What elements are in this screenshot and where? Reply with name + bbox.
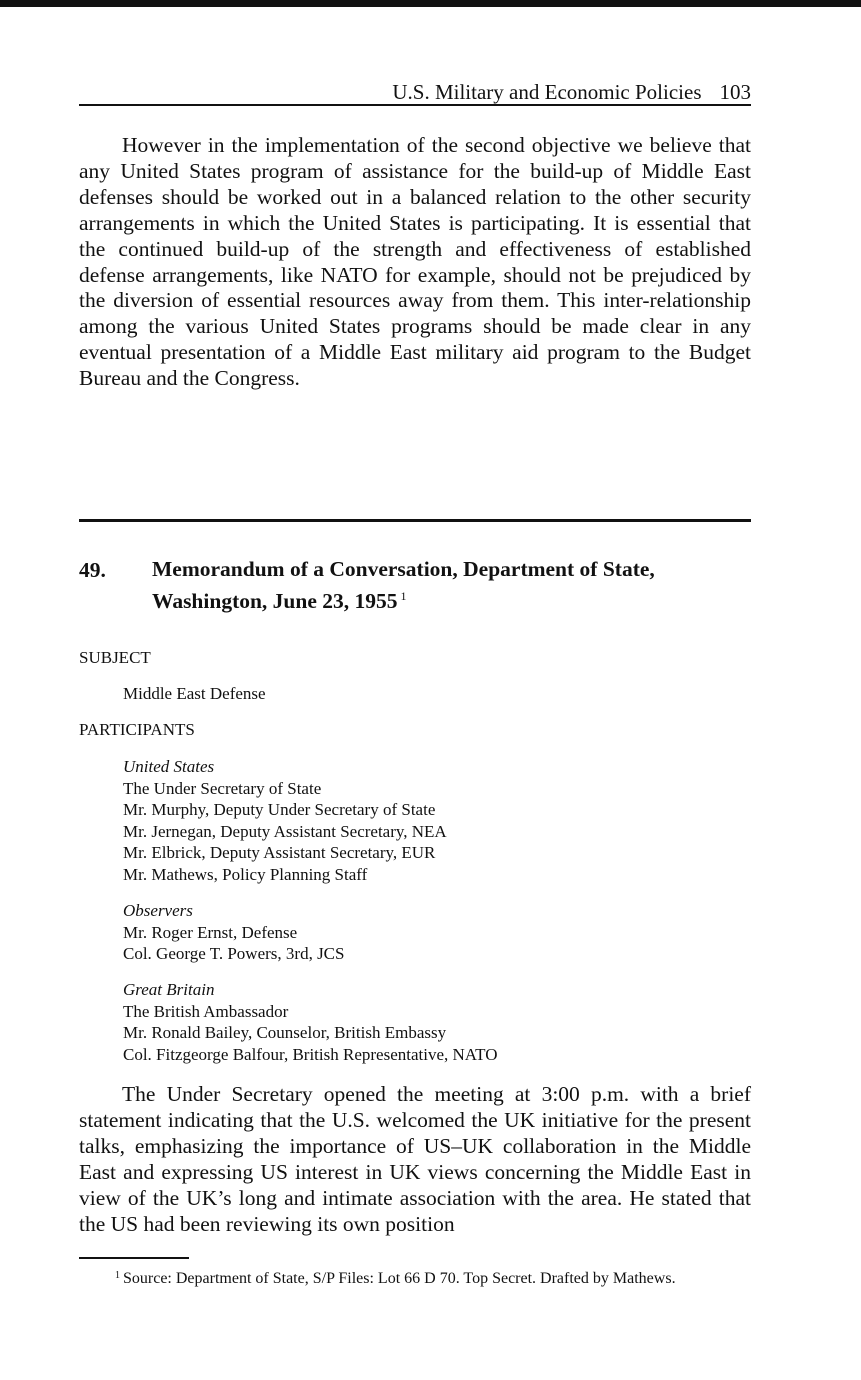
participant: Col. George T. Powers, 3rd, JCS (123, 944, 345, 963)
participant: Mr. Jernegan, Deputy Assistant Secretary, NEA (123, 821, 447, 841)
subject-value: Middle East Defense (123, 684, 266, 703)
page-top-border (0, 0, 861, 7)
participant: Mr. Ronald Bailey, Counselor, British Embassy (123, 1023, 447, 1042)
footnote (79, 1266, 751, 1288)
footnote-reference: 1 (400, 589, 407, 603)
section-divider (79, 519, 751, 522)
participant: Mr. Elbrick, Deputy Assistant Secretary, EUR (123, 843, 436, 862)
participant: Mr. Roger Ernst, Defense (123, 922, 298, 942)
group-name: Great Britain (123, 980, 215, 999)
running-title: U.S. Military and Economic Policies (392, 80, 702, 104)
subject-label: SUBJECT (79, 648, 151, 667)
participant: Mr. Mathews, Policy Planning Staff (123, 864, 368, 884)
participant: The British Ambassador (123, 1001, 289, 1021)
document-title-line-2: Washington, June 23, 1955 (152, 589, 398, 613)
participant: Col. Fitzgeorge Balfour, British Representative, NATO (123, 1044, 498, 1064)
page-number: 103 (719, 80, 751, 104)
footnote-marker: 1 (115, 1270, 120, 1281)
running-header (79, 78, 751, 106)
group-name: Observers (123, 901, 193, 920)
footnote-rule (79, 1257, 189, 1259)
participant-group-united-states (123, 756, 447, 885)
document-number: 49. (79, 558, 106, 582)
participants-label: PARTICIPANTS (79, 720, 195, 739)
document-title (152, 556, 752, 615)
participant: The Under Secretary of State (123, 778, 322, 798)
footnote-text: Source: Department of State, S/P Files: Lot 66 D 70. Top Secret. Drafted by Mathews. (123, 1270, 676, 1287)
intro-paragraph: However in the implementation of the second objective we believe that any United States program of assistance for the build-up of Middle East defenses should be worked out in a balanced relation to the other security arrangements in which the United States is participating. It is essential that the continued build-up of the strength and effectiveness of established defense arrangements, like NATO for example, should not be prejudiced by the diversion of essential resources away from them. This inter-relationship among the various United States programs should be made clear in any eventual presentation of a Middle East military aid program to the Budget Bureau and the Congress. (79, 133, 751, 391)
participant-group-great-britain (123, 979, 498, 1065)
document-title-line-1: Memorandum of a Conversation, Department of State, (152, 557, 655, 581)
group-name: United States (123, 757, 215, 776)
participant: Mr. Murphy, Deputy Under Secretary of State (123, 800, 436, 819)
body-paragraph: The Under Secretary opened the meeting at 3:00 p.m. with a brief statement indicating that the U.S. welcomed the UK initiative for the present talks, emphasizing the importance of US–UK collaboration in the Middle East and expressing US interest in UK views concerning the Middle East in view of the UK’s long and intimate association with the area. He stated that the US had been reviewing its own position (79, 1082, 751, 1236)
participant-group-observers (123, 900, 344, 965)
